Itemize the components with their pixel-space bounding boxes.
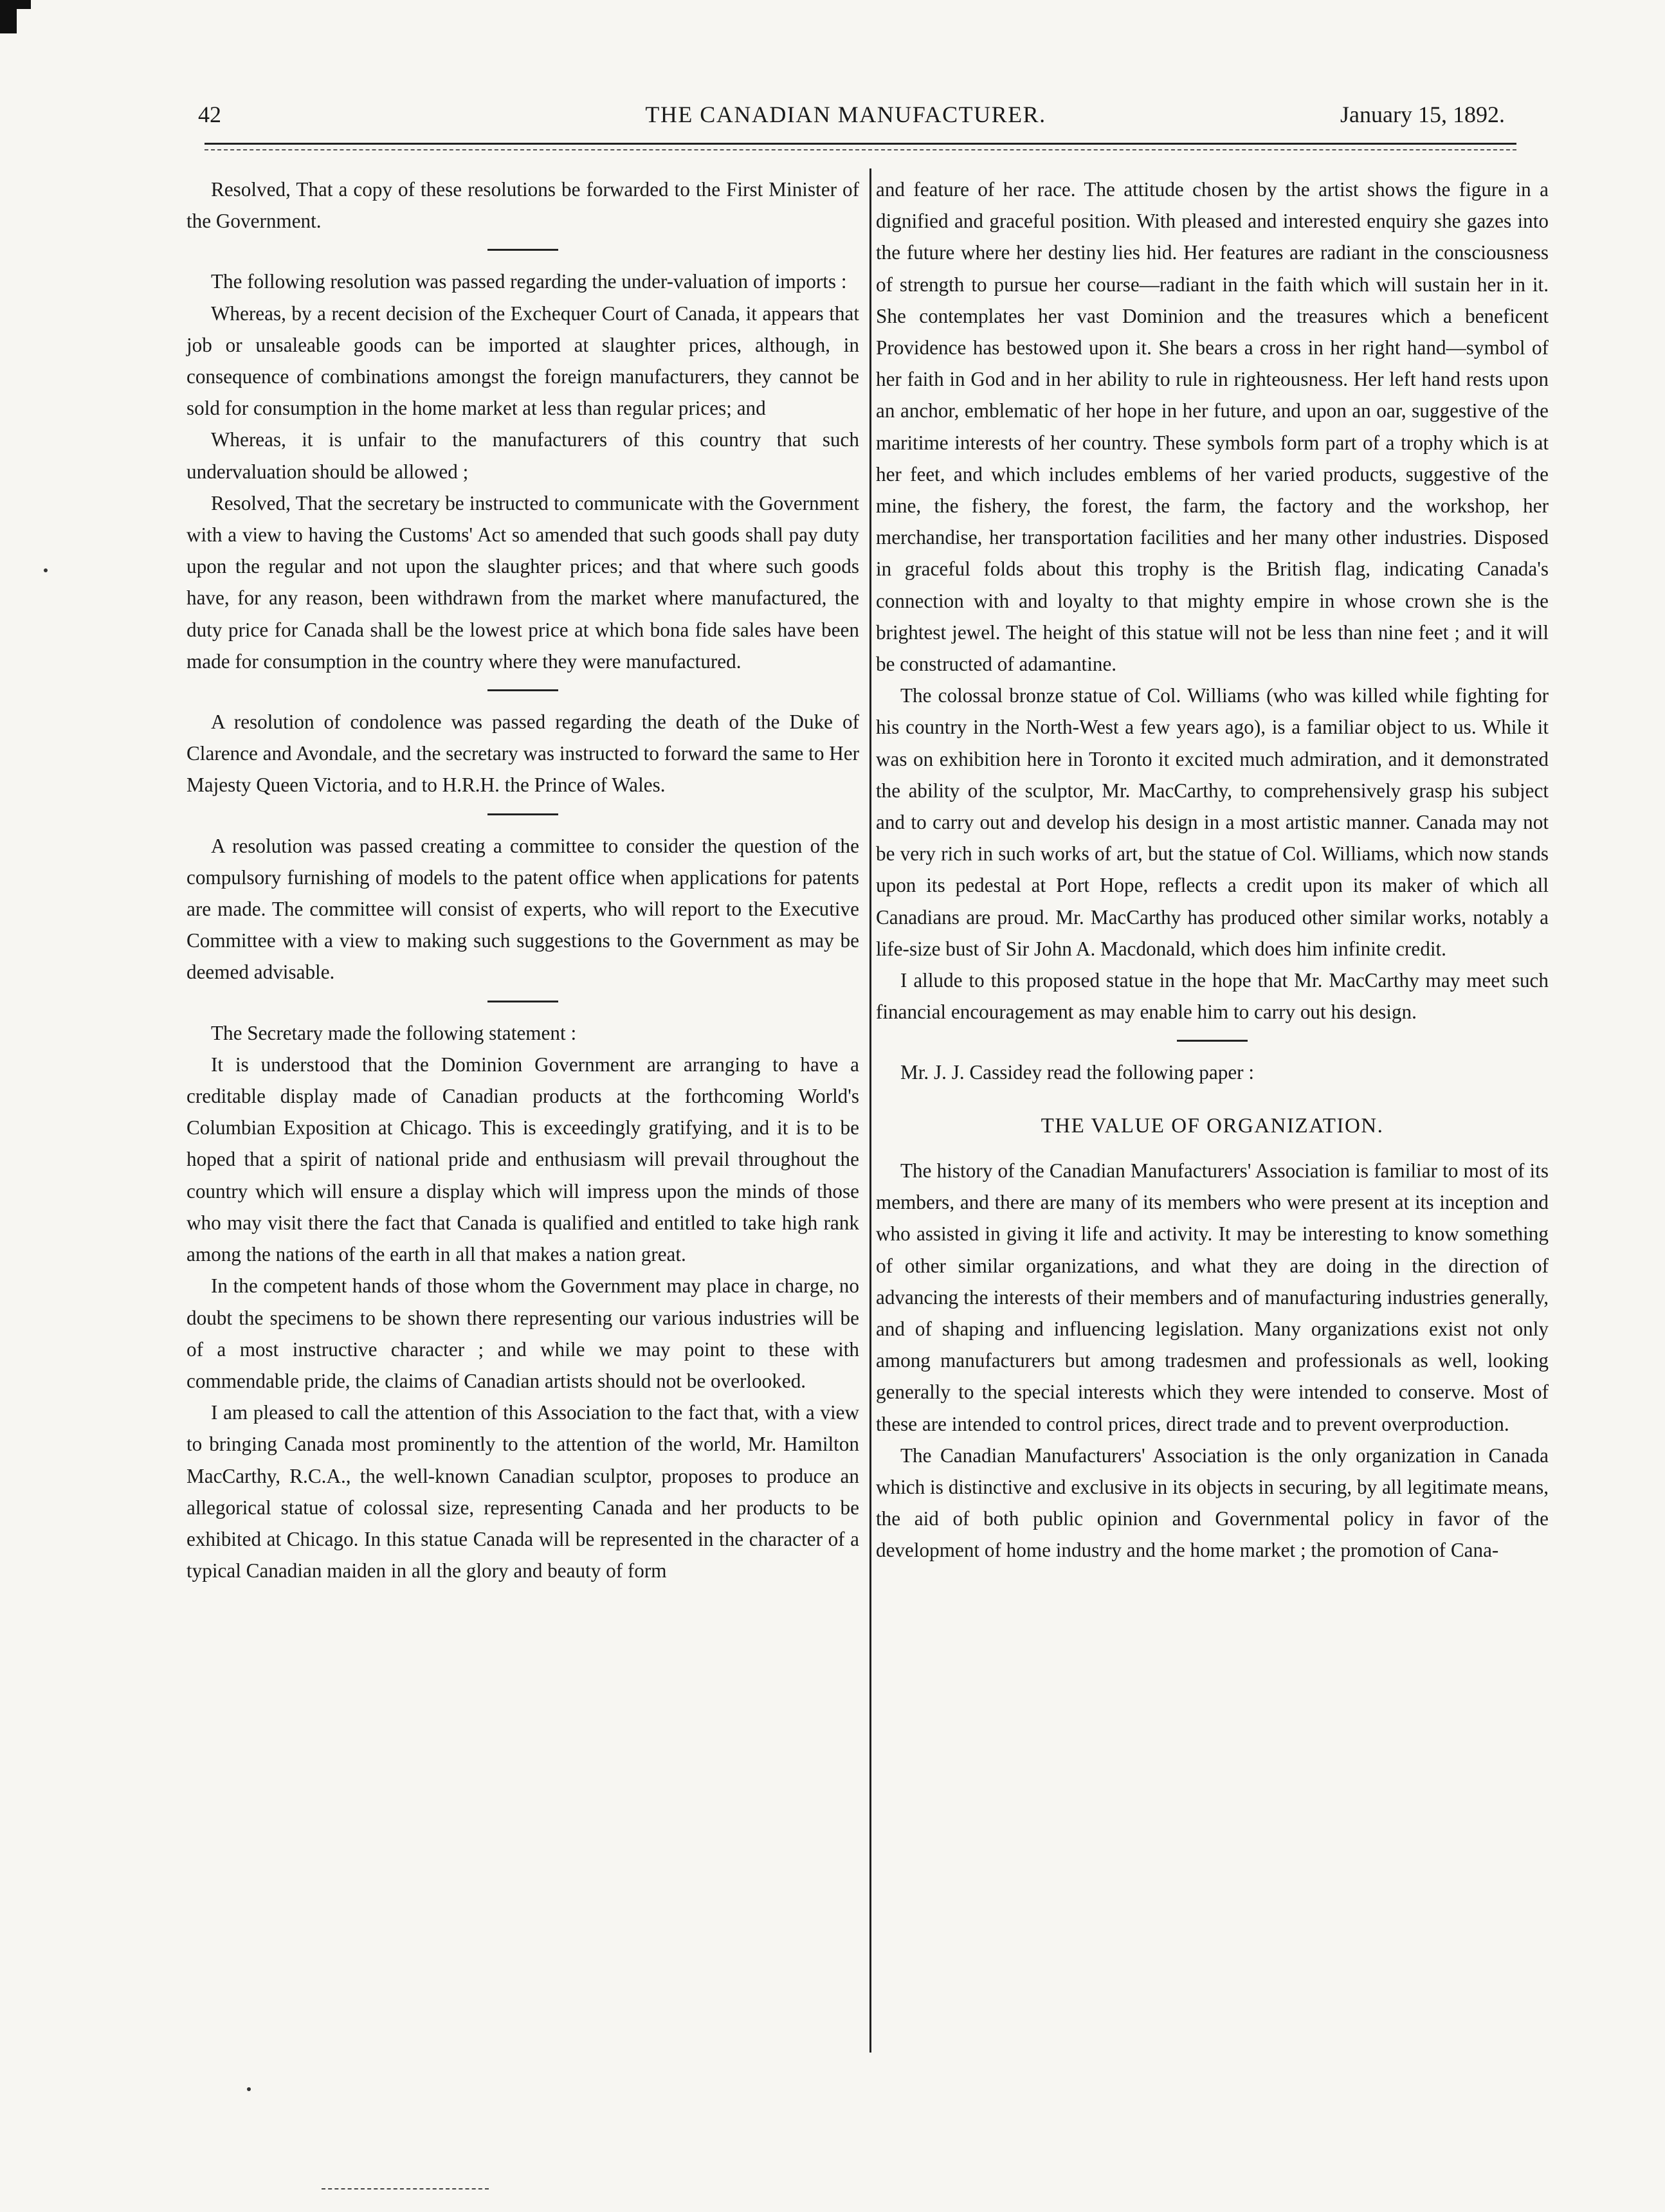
paragraph: I am pleased to call the attention of this Association to the fact that, with a view to bringing Canada most prominently to the attention of the world, Mr. Hamilton MacCarthy, R.C.A., the well-known Canadian sculptor, proposes to produce an allegorical statue of colossal size, representing Canada and her products to be exhibited at Chicago. In this statue Canada will be represented in the character of a typical Canadian maiden in all the glory and beauty of form [187, 1401, 859, 1582]
paragraph: The Canadian Manufacturers' Association is the only organization in Canada which is distinctive and exclusive in its objects in securing, by all legitimate means, the aid of both public opinion and Governmental policy in favor of the development of home industry and the home market ; the promotion of Cana- [876, 1444, 1549, 1562]
page-number: 42 [198, 102, 221, 127]
section-divider [487, 249, 558, 251]
paragraph: A resolution was passed creating a committee to consider the question of the compulsory furnishing of models to the patent office when applications for patents are made. The committee will consist of experts, who will report to the Executive Committee with a view to making such suggestions to the Government as may be deemed advisable. [187, 834, 859, 984]
paragraph: Whereas, it is unfair to the manufacturers of this country that such undervaluation should be allowed ; [187, 428, 859, 483]
paragraph: and feature of her race. The attitude chosen by the artist shows the figure in a dignified and graceful position. With pleased and interested enquiry she gazes into the future where her destiny lies hid. Her features are radiant in the consciousness of strength to pursue her course—radiant in the faith which will sustain her in it. She contemplates her vast Dominion and the treasures which a beneficent Providence has bestowed upon it. She bears a cross in her right hand—symbol of her faith in God and in her ability to rule in righteousness. Her left hand rests upon an anchor, emblematic of her hope in her future, and upon an oar, suggestive of the maritime interests of her country. These symbols form part of a trophy which is at her feet, and which includes emblems of her varied products, suggestive of the mine, the fishery, the forest, the farm, the factory and the workshop, her merchandise, her transportation facilities and her many other industries. Disposed in graceful folds about this trophy is the British flag, indicating Canada's connection with and loyalty to that mighty empire in whose crown she is the brightest jewel. The height of this statue will not be less than nine feet ; and it will be constructed of adamantine. [876, 178, 1549, 676]
paragraph: The following resolution was passed regarding the under-valuation of imports : [211, 270, 847, 293]
header-rule-dashed [205, 149, 1516, 150]
paragraph: The history of the Canadian Manufacturers' Association is familiar to most of its members, and there are many of its members who were present at its inception and who assisted in giving it life and activity. It may be interesting to know something of other similar organizations, and what they are doing in the direction of advancing the interests of their members and of manufacturing industries generally, and of shaping and influencing legislation. Many organizations exist not only among manufacturers but among tradesmen and professionals as well, looking generally to the special interests which they were intended to conserve. Most of these are intended to control prices, direct trade and to prevent overproduction. [876, 1159, 1549, 1435]
page-header [187, 95, 1505, 134]
header-rule [205, 143, 1516, 145]
journal-title: THE CANADIAN MANUFACTURER. [645, 102, 1046, 127]
left-column [187, 174, 859, 1586]
section-divider [487, 813, 558, 815]
section-divider [1177, 1040, 1248, 1042]
right-column [876, 174, 1549, 1566]
scan-corner-mark [0, 0, 17, 33]
section-divider [487, 689, 558, 691]
section-divider [487, 1001, 558, 1002]
footer-rule [322, 2188, 489, 2189]
paragraph: A resolution of condolence was passed regarding the death of the Duke of Clarence and Avondale, and the secretary was instructed to forward the same to Her Majesty Queen Victoria, and to H.R.H. the Prince of Wales. [187, 711, 859, 797]
paragraph: It is understood that the Dominion Government are arranging to have a creditable display made of Canadian products at the forthcoming World's Columbian Exposition at Chicago. This is exceedingly gratifying, and it is to be hoped that a spirit of national pride and enthusiasm will prevail throughout the country which will ensure a display which will impress upon the minds of those who may visit there the fact that Canada is qualified and entitled to take high rank among the nations of the earth in all that makes a nation great. [187, 1053, 859, 1266]
paragraph: Mr. J. J. Cassidey read the following paper : [900, 1061, 1255, 1084]
paragraph: Resolved, That the secretary be instructed to communicate with the Government with a view to having the Customs' Act so amended that such goods shall pay duty upon the regular and not upon the slaughter prices; and that where such goods have, for any reason, been withdrawn from the market where manufactured, the duty price for Canada shall be the lowest price at which bona fide sales have been made for consumption in the country where they were manufactured. [187, 491, 859, 673]
column-divider [869, 168, 871, 2053]
paragraph: The Secretary made the following statement : [211, 1021, 577, 1044]
paragraph: I allude to this proposed statue in the hope that Mr. MacCarthy may meet such financial encouragement as may enable him to carry out his design. [876, 969, 1549, 1024]
paragraph: Whereas, by a recent decision of the Exchequer Court of Canada, it appears that job or unsaleable goods can be imported at slaughter prices, although, in consequence of combinations amongst the foreign manufacturers, they cannot be sold for consumption in the home market at less than regular prices; and [187, 302, 859, 420]
article-heading: THE VALUE OF ORGANIZATION. [1041, 1114, 1384, 1138]
scan-speck [44, 568, 48, 572]
paragraph: In the competent hands of those whom the Government may place in charge, no doubt the specimens to be shown there representing our various industries will be of a most instructive character ; and while we may point to these with commendable pride, the claims of Canadian artists should not be overlooked. [187, 1274, 859, 1392]
scan-speck [247, 2087, 251, 2091]
issue-date: January 15, 1892. [1340, 102, 1505, 127]
paragraph: The colossal bronze statue of Col. Williams (who was killed while fighting for his country in the North-West a few years ago), is a familiar object to us. While it was on exhibition here in Toronto it excited much admiration, and it demonstrated the ability of the sculptor, Mr. MacCarthy, to comprehensively grasp his subject and to carry out and develop his design in a most artistic manner. Canada may not be very rich in such works of art, but the statue of Col. Williams, which now stands upon its pedestal at Port Hope, reflects a credit upon its maker of which all Canadians are proud. Mr. MacCarthy has produced other similar works, notably a life-size bust of Sir John A. Macdonald, which does him infinite credit. [876, 684, 1549, 960]
paragraph: Resolved, That a copy of these resolutions be forwarded to the First Minister of the Government. [187, 178, 859, 233]
